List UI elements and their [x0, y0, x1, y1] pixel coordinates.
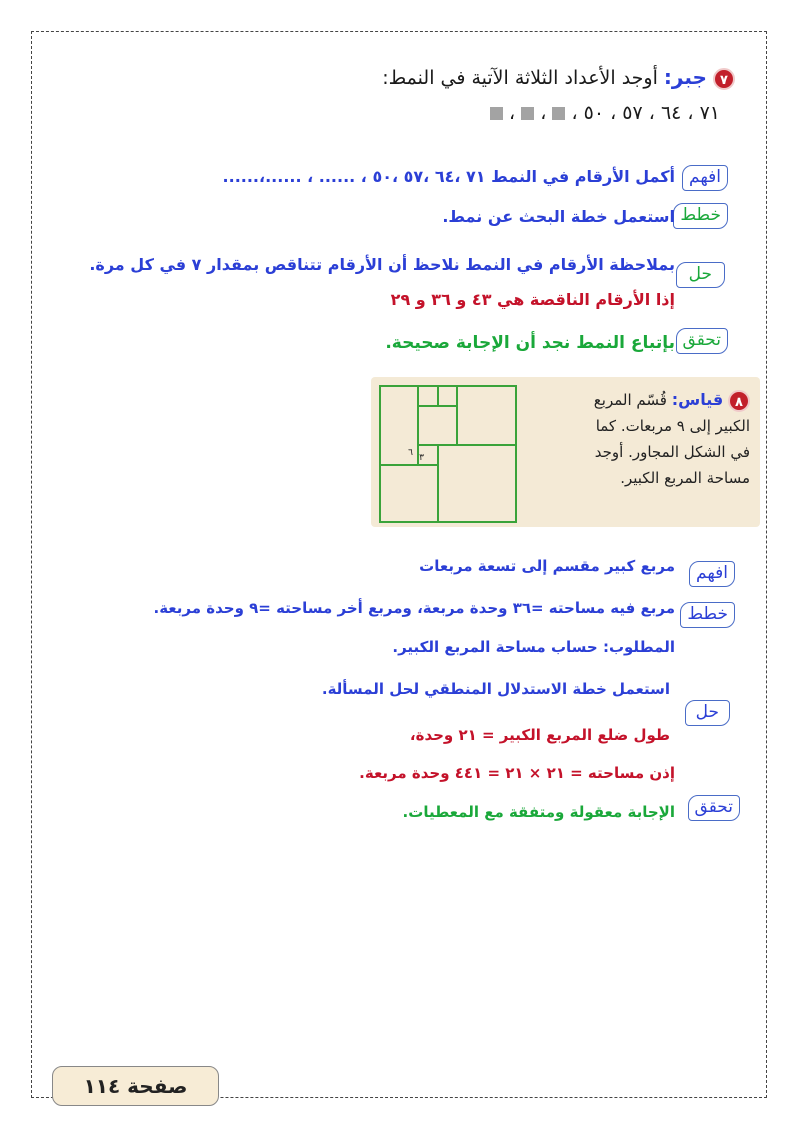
square-top-a [418, 386, 438, 406]
tag-plan: خطط [673, 203, 728, 229]
sequence-separator: ، [540, 102, 547, 124]
page-number-label: صفحة ١١٤ [83, 1074, 188, 1098]
p8-solve-text-3: إذن مساحته = ٢١ × ٢١ = ٤٤١ وحدة مربعة. [359, 764, 675, 782]
problem8-line-3: في الشكل المجاور. أوجد [594, 443, 750, 461]
square-bottom-right [438, 445, 516, 522]
figure-label-3: ٣ [419, 453, 424, 463]
problem7-number-badge: ٧ [713, 68, 735, 90]
problem7-sequence-row [490, 102, 720, 128]
problem8-line-2: الكبير إلى ٩ مربعات. كما [595, 417, 750, 435]
p7-plan-text: استعمل خطة البحث عن نمط. [442, 207, 675, 226]
tag-plan: خطط [680, 602, 735, 628]
tag-verify: تحقق [688, 795, 740, 821]
figure-label-6: ٦ [408, 448, 413, 458]
tag-solve: حل [685, 700, 730, 726]
problem7-header [55, 61, 735, 93]
p7-understand-text: أكمل الأرقام في النمط ٧١ ،٦٤ ،٥٧ ،٥٠ ، ...... ، ......،...... [222, 167, 675, 186]
square-top-b [438, 386, 457, 406]
tag-verify: تحقق [676, 328, 728, 354]
missing-value-box [552, 107, 565, 120]
problem7-statement: أوجد الأعداد الثلاثة الآتية في النمط: [382, 67, 658, 89]
square-bottom-left [380, 465, 438, 522]
problem8-line-1: قُسّم المربع [593, 391, 667, 409]
p8-solve-text-2: طول ضلع المربع الكبير = ٢١ وحدة، [409, 726, 670, 744]
problem8-text [530, 387, 750, 491]
squares-figure [379, 385, 519, 525]
sequence-separator: ، [509, 102, 516, 124]
p7-solve-text-2: إذا الأرقام الناقصة هي ٤٣ و ٣٦ و ٢٩ [390, 290, 675, 309]
p8-verify-text: الإجابة معقولة ومتفقة مع المعطيات. [402, 803, 675, 821]
square-top-right [457, 386, 516, 445]
p8-solve-text-1: استعمل خطة الاستدلال المنطقي لحل المسألة. [321, 680, 670, 698]
p8-plan-text-2: المطلوب: حساب مساحة المربع الكبير. [392, 638, 675, 656]
missing-value-box [490, 107, 503, 120]
p7-solve-text-1: بملاحظة الأرقام في النمط نلاحظ أن الأرقام تتناقص بمقدار ٧ في كل مرة. [89, 255, 675, 274]
problem8-label: قياس: [671, 390, 724, 409]
p8-plan-text-1: مربع فيه مساحته =٣٦ وحدة مربعة، ومربع أخر مساحته =٩ وحدة مربعة. [153, 599, 675, 617]
problem8-number-badge: ٨ [728, 390, 750, 412]
problem8-line-4: مساحة المربع الكبير. [620, 469, 750, 487]
problem8-panel [371, 377, 760, 527]
problem7-sequence: ٧١ ، ٦٤ ، ٥٧ ، ٥٠ ، [571, 102, 720, 124]
p8-understand-text: مربع كبير مقسم إلى تسعة مربعات [419, 557, 675, 575]
p7-verify-text: بإتباع النمط نجد أن الإجابة صحيحة. [385, 333, 675, 353]
page-number-box [52, 1066, 219, 1106]
missing-value-box [521, 107, 534, 120]
tag-understand: افهم [689, 561, 735, 587]
tag-understand: افهم [682, 165, 728, 191]
square-middle-6 [418, 406, 457, 445]
tag-solve: حل [676, 262, 725, 288]
problem7-label: جبر: [663, 65, 707, 89]
